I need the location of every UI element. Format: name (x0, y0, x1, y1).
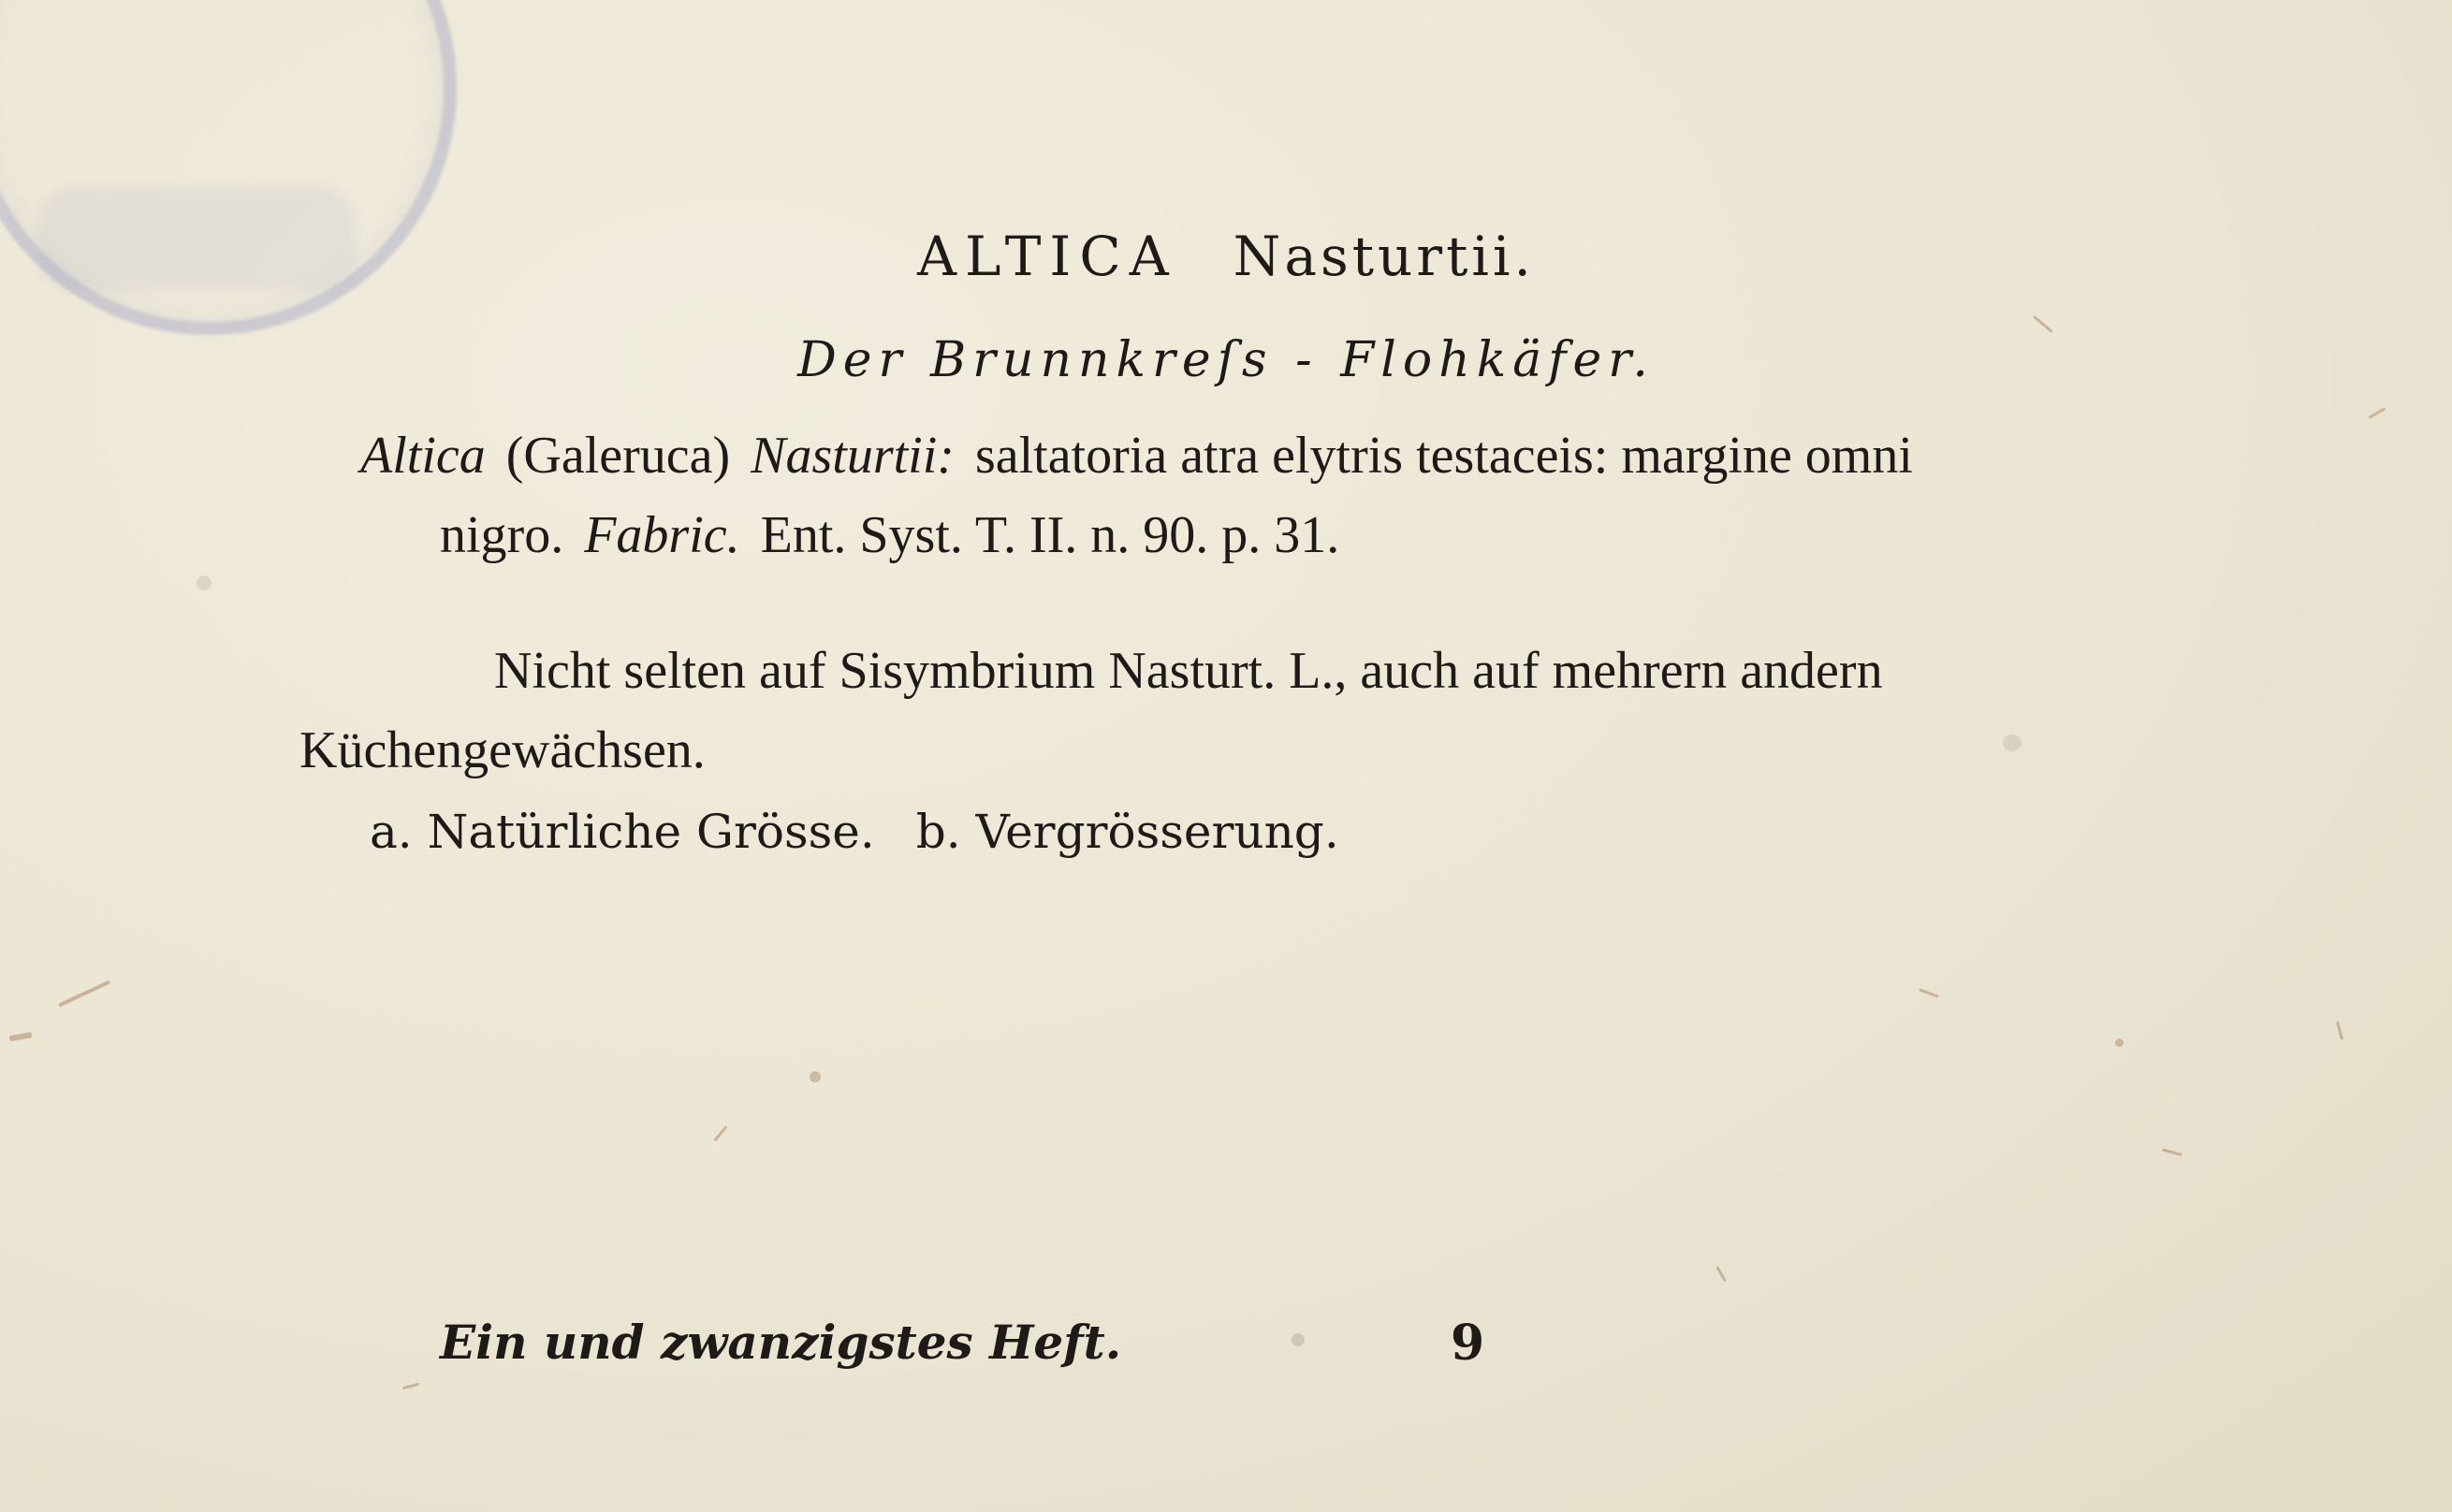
paper-speck (810, 1071, 821, 1083)
common-name: Der Brunnkreſs - Flohkäfer. (797, 332, 1655, 388)
figure-b-label: b. Vergrösserung. (915, 805, 1339, 859)
figure-a-label: a. Natürliche Grösse. (370, 805, 875, 859)
paper-fiber (713, 1126, 727, 1141)
issue-footer: Ein und zwanzigstes Heft. (440, 1315, 1122, 1370)
description-paren: (Galeruca) (505, 427, 731, 485)
description-author: Fabric. (584, 506, 740, 564)
figure-legend (370, 805, 1339, 859)
description-reference: Ent. Syst. T. II. n. 90. p. 31. (760, 506, 1340, 564)
paper-speck (2115, 1039, 2124, 1047)
paper-fiber (9, 1032, 33, 1041)
description-line-2 (440, 505, 1339, 565)
paper-fiber (1715, 1266, 1727, 1282)
paper-fiber (58, 981, 110, 1008)
paper-fiber (2336, 1021, 2343, 1040)
paper-speck (1292, 1333, 1305, 1346)
paper-fiber (402, 1383, 419, 1390)
description-diagnosis: saltatoria atra elytris testaceis: margine omni (974, 427, 1913, 485)
species-name: Nasturtii. (1233, 225, 1535, 288)
description-line2-start: nigro. (440, 506, 564, 564)
paper-fiber (2033, 315, 2053, 333)
paper-speck (2003, 734, 2021, 751)
habitat-line-1: Nicht selten auf Sisymbrium Nasturt. L., auch auf mehrern andern (494, 642, 1883, 700)
description-genus: Altica (360, 427, 486, 485)
page-title (0, 225, 2452, 288)
habitat-line-2: Küchengewächsen. (299, 721, 706, 779)
paper-fiber (1919, 988, 1939, 997)
genus-name: ALTICA (917, 225, 1177, 288)
paper-speck (197, 575, 212, 590)
signature-mark: 9 (1451, 1315, 1485, 1372)
paper-fiber (2369, 407, 2386, 419)
description-line-1 (360, 426, 1913, 486)
description-species: Nasturtii: (751, 427, 955, 485)
paper-fiber (2162, 1148, 2182, 1156)
